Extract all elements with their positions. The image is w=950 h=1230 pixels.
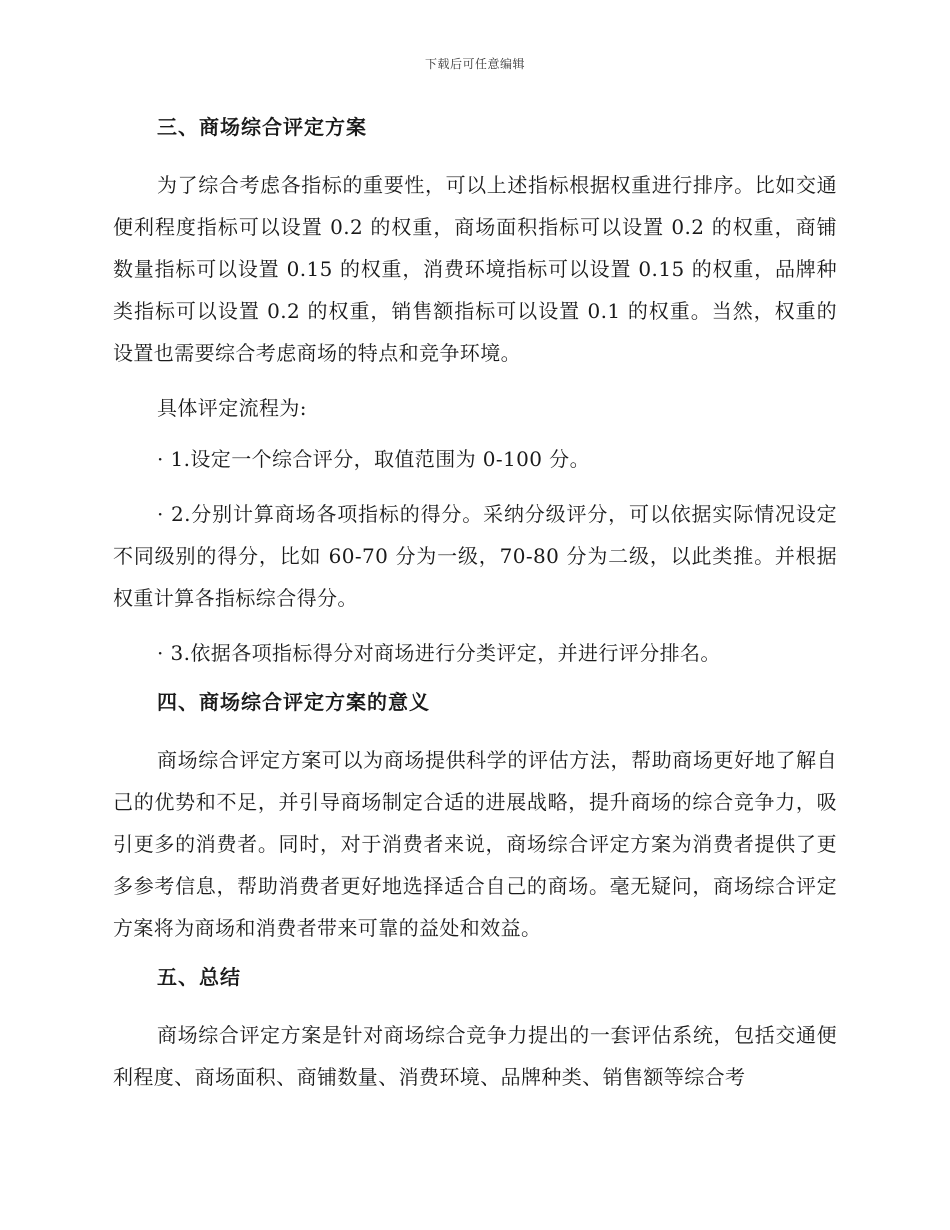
page-header: 下载后可任意编辑 [424, 57, 525, 71]
paragraph-weights: 为了综合考虑各指标的重要性，可以上述指标根据权重进行排序。比如交通便利程度指标可以设置 0.2 的权重，商场面积指标可以设置 0.2 的权重，商铺数量指标可以设置 0.15 的权重，消费环境指标可以设置 0.15 的权重，品牌种类指标可以设置 0.2 的权重，销售额指标可以设置 0.1 的权重。当然，权重的设置也需要综合考虑商场的特点和竞争环境。 [113, 173, 837, 365]
section-heading-5: 五、总结 [157, 965, 241, 989]
bullet-step-1: · 1.设定一个综合评分，取值范围为 0-100 分。 [157, 447, 590, 471]
paragraph-process-intro: 具体评定流程为: [157, 396, 307, 420]
paragraph-summary: 商场综合评定方案是针对商场综合竞争力提出的一套评估系统，包括交通便利程度、商场面积、商铺数量、消费环境、品牌种类、销售额等综合考 [113, 1023, 837, 1089]
paragraph-significance: 商场综合评定方案可以为商场提供科学的评估方法，帮助商场更好地了解自己的优势和不足，并引导商场制定合适的进展战略，提升商场的综合竞争力，吸引更多的消费者。同时，对于消费者来说，商场综合评定方案为消费者提供了更多参考信息，帮助消费者更好地选择适合自己的商场。毫无疑问，商场综合评定方案将为商场和消费者带来可靠的益处和效益。 [113, 748, 837, 940]
bullet-step-2: · 2.分别计算商场各项指标的得分。采纳分级评分，可以依据实际情况设定不同级别的得分，比如 60-70 分为一级，70-80 分为二级，以此类推。并根据权重计算各指标综合得分。 [113, 502, 837, 610]
bullet-step-3: · 3.依据各项指标得分对商场进行分类评定，并进行评分排名。 [157, 641, 721, 665]
section-heading-3: 三、商场综合评定方案 [157, 115, 367, 139]
document-body [113, 112, 837, 1111]
section-heading-4: 四、商场综合评定方案的意义 [157, 690, 430, 714]
